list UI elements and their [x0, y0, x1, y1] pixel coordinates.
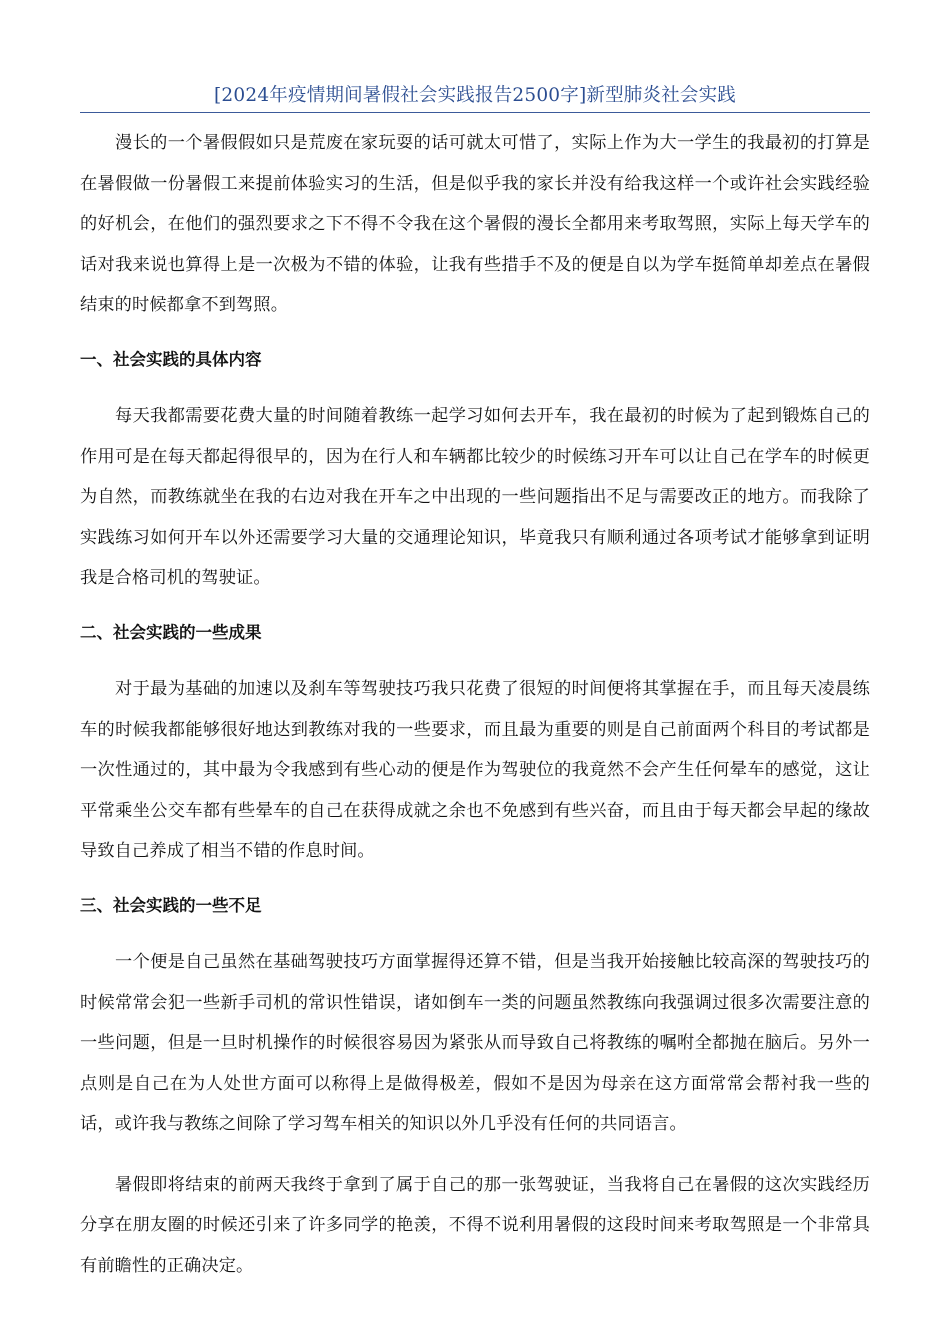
intro-paragraph: 漫长的一个暑假假如只是荒废在家玩耍的话可就太可惜了，实际上作为大一学生的我最初的打算是在暑假做一份暑假工来提前体验实习的生活，但是似乎我的家长并没有给我这样一个或许社会实践经验的好机会，在他们的强烈要求之下不得不令我在这个暑假的漫长全都用来考取驾照，实际上每天学车的话对我来说也算得上是一次极为不错的体验，让我有些措手不及的便是自以为学车挺简单却差点在暑假结束的时候都拿不到驾照。	[80, 133, 870, 316]
section-1-heading: 一、社会实践的具体内容	[80, 349, 262, 369]
document-header: [2024年疫情期间暑假社会实践报告2500字]新型肺炎社会实践	[80, 84, 870, 113]
section-3-paragraph: 一个便是自己虽然在基础驾驶技巧方面掌握得还算不错，但是当我开始接触比较高深的驾驶技巧的时候常常会犯一些新手司机的常识性错误，诸如倒车一类的问题虽然教练向我强调过很多次需要注意的一些问题，但是一旦时机操作的时候很容易因为紧张从而导致自己将教练的嘱咐全都抛在脑后。另外一点则是自己在为人处世方面可以称得上是做得极差，假如不是因为母亲在这方面常常会帮衬我一些的话，或许我与教练之间除了学习驾车相关的知识以外几乎没有任何的共同语言。	[80, 951, 870, 1135]
section-2-heading: 二、社会实践的一些成果	[80, 622, 262, 642]
document-page	[80, 0, 870, 1287]
document-body	[80, 123, 870, 1287]
section-3-heading: 三、社会实践的一些不足	[80, 895, 262, 915]
conclusion-paragraph: 暑假即将结束的前两天我终于拿到了属于自己的那一张驾驶证，当我将自己在暑假的这次实践经历分享在朋友圈的时候还引来了许多同学的艳羡，不得不说利用暑假的这段时间来考取驾照是一个非常具有前瞻性的正确决定。	[80, 1174, 870, 1277]
section-1-paragraph: 每天我都需要花费大量的时间随着教练一起学习如何去开车，我在最初的时候为了起到锻炼自己的作用可是在每天都起得很早的，因为在行人和车辆都比较少的时候练习开车可以让自己在学车的时候更为自然，而教练就坐在我的右边对我在开车之中出现的一些问题指出不足与需要改正的地方。而我除了实践练习如何开车以外还需要学习大量的交通理论知识，毕竟我只有顺利通过各项考试才能够拿到证明我是合格司机的驾驶证。	[80, 405, 870, 589]
section-2-paragraph: 对于最为基础的加速以及刹车等驾驶技巧我只花费了很短的时间便将其掌握在手，而且每天凌晨练车的时候我都能够很好地达到教练对我的一些要求，而且最为重要的则是自己前面两个科目的考试都是一次性通过的，其中最为令我感到有些心动的便是作为驾驶位的我竟然不会产生任何晕车的感觉，这让平常乘坐公交车都有些晕车的自己在获得成就之余也不免感到有些兴奋，而且由于每天都会早起的缘故导致自己养成了相当不错的作息时间。	[80, 678, 870, 862]
